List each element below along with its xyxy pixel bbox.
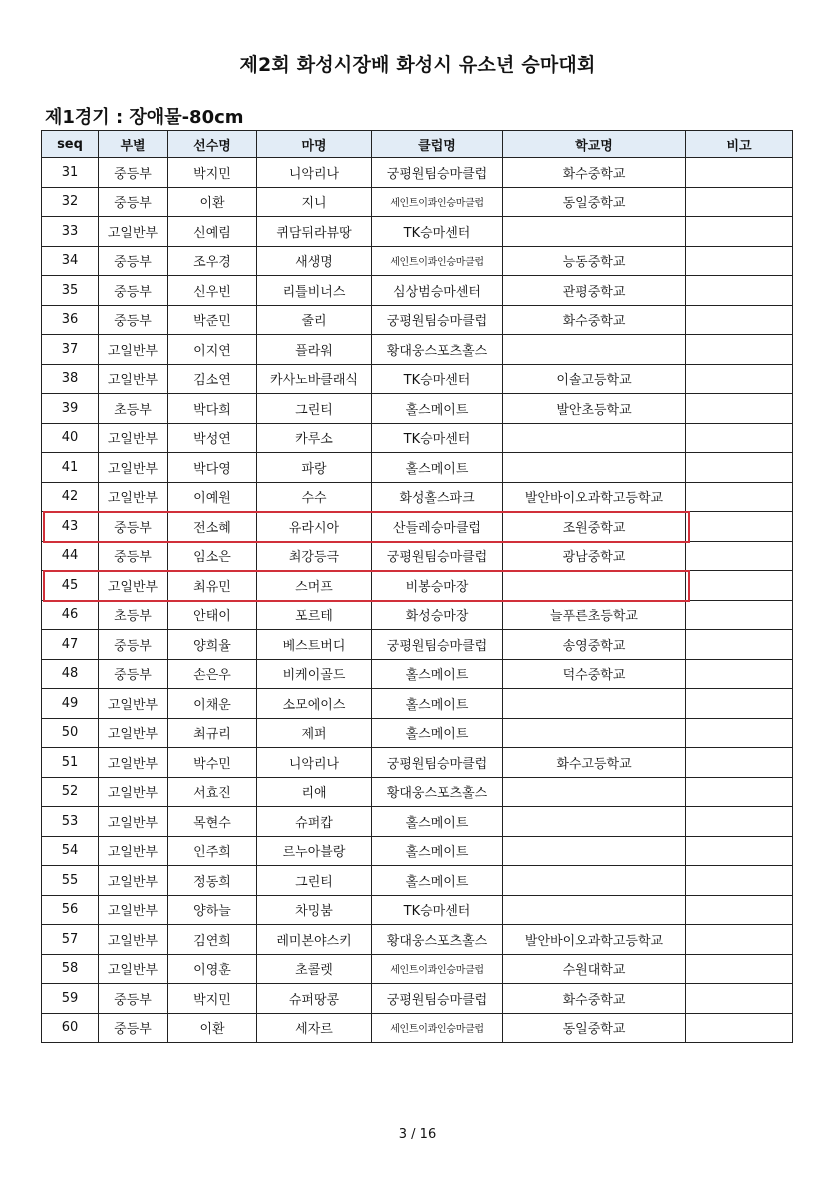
cell-horse: 슈퍼땅콩 bbox=[257, 984, 372, 1014]
cell-division: 고일반부 bbox=[99, 217, 168, 247]
cell-rider: 박성연 bbox=[168, 423, 257, 453]
table-row bbox=[42, 777, 793, 807]
cell-horse: 슈퍼캅 bbox=[257, 807, 372, 837]
cell-note bbox=[686, 394, 793, 424]
cell-club: TK승마센터 bbox=[372, 364, 503, 394]
cell-club: 홀스메이트 bbox=[372, 866, 503, 896]
cell-note bbox=[686, 925, 793, 955]
cell-school: 능동중학교 bbox=[503, 246, 686, 276]
cell-club: 궁평원팀승마클럽 bbox=[372, 541, 503, 571]
cell-note bbox=[686, 777, 793, 807]
cell-note bbox=[686, 217, 793, 247]
cell-rider: 안태이 bbox=[168, 600, 257, 630]
cell-school: 발안바이오과학고등학교 bbox=[503, 482, 686, 512]
table-row bbox=[42, 689, 793, 719]
cell-seq: 54 bbox=[42, 836, 99, 866]
cell-division: 고일반부 bbox=[99, 335, 168, 365]
table-row bbox=[42, 630, 793, 660]
cell-horse: 레미본야스키 bbox=[257, 925, 372, 955]
cell-division: 중등부 bbox=[99, 246, 168, 276]
cell-note bbox=[686, 866, 793, 896]
cell-horse: 차밍붐 bbox=[257, 895, 372, 925]
cell-division: 중등부 bbox=[99, 158, 168, 188]
cell-horse: 그린티 bbox=[257, 866, 372, 896]
table-row bbox=[42, 954, 793, 984]
table-row bbox=[42, 571, 793, 601]
cell-rider: 인주희 bbox=[168, 836, 257, 866]
cell-division: 고일반부 bbox=[99, 807, 168, 837]
cell-division: 고일반부 bbox=[99, 364, 168, 394]
column-header-club: 클럽명 bbox=[372, 131, 503, 158]
cell-note bbox=[686, 836, 793, 866]
cell-horse: 리애 bbox=[257, 777, 372, 807]
cell-division: 중등부 bbox=[99, 187, 168, 217]
cell-seq: 39 bbox=[42, 394, 99, 424]
table-row bbox=[42, 600, 793, 630]
table-row bbox=[42, 866, 793, 896]
cell-horse: 르누아블랑 bbox=[257, 836, 372, 866]
cell-club: 홀스메이트 bbox=[372, 718, 503, 748]
cell-school: 동일중학교 bbox=[503, 187, 686, 217]
cell-school bbox=[503, 718, 686, 748]
cell-seq: 47 bbox=[42, 630, 99, 660]
cell-division: 고일반부 bbox=[99, 836, 168, 866]
table-row bbox=[42, 364, 793, 394]
cell-school bbox=[503, 895, 686, 925]
cell-note bbox=[686, 541, 793, 571]
table-row bbox=[42, 394, 793, 424]
cell-division: 중등부 bbox=[99, 659, 168, 689]
cell-rider: 박준민 bbox=[168, 305, 257, 335]
table-row bbox=[42, 482, 793, 512]
cell-seq: 55 bbox=[42, 866, 99, 896]
cell-school bbox=[503, 866, 686, 896]
cell-school bbox=[503, 807, 686, 837]
cell-club: 홀스메이트 bbox=[372, 659, 503, 689]
cell-horse: 초콜렛 bbox=[257, 954, 372, 984]
cell-school bbox=[503, 689, 686, 719]
cell-club: 세인트이콰인승마클럽 bbox=[372, 954, 503, 984]
cell-horse: 제퍼 bbox=[257, 718, 372, 748]
cell-division: 고일반부 bbox=[99, 748, 168, 778]
cell-division: 중등부 bbox=[99, 541, 168, 571]
cell-note bbox=[686, 954, 793, 984]
cell-rider: 김연희 bbox=[168, 925, 257, 955]
cell-club: 화성승마장 bbox=[372, 600, 503, 630]
table-row bbox=[42, 423, 793, 453]
cell-rider: 손은우 bbox=[168, 659, 257, 689]
cell-note bbox=[686, 895, 793, 925]
cell-rider: 신우빈 bbox=[168, 276, 257, 306]
cell-horse: 카루소 bbox=[257, 423, 372, 453]
cell-school bbox=[503, 453, 686, 483]
cell-rider: 이지연 bbox=[168, 335, 257, 365]
cell-note bbox=[686, 1013, 793, 1043]
cell-horse: 소모에이스 bbox=[257, 689, 372, 719]
page-indicator: 3 / 16 bbox=[398, 1127, 437, 1142]
cell-note bbox=[686, 571, 793, 601]
cell-horse: 지니 bbox=[257, 187, 372, 217]
cell-seq: 44 bbox=[42, 541, 99, 571]
cell-note bbox=[686, 276, 793, 306]
cell-horse: 비케이골드 bbox=[257, 659, 372, 689]
column-header-school: 학교명 bbox=[503, 131, 686, 158]
cell-horse: 포르테 bbox=[257, 600, 372, 630]
cell-rider: 최유민 bbox=[168, 571, 257, 601]
table-row bbox=[42, 836, 793, 866]
cell-rider: 정동희 bbox=[168, 866, 257, 896]
cell-rider: 박지민 bbox=[168, 984, 257, 1014]
cell-horse: 새생명 bbox=[257, 246, 372, 276]
cell-horse: 최강등극 bbox=[257, 541, 372, 571]
cell-seq: 33 bbox=[42, 217, 99, 247]
table-row bbox=[42, 718, 793, 748]
cell-division: 고일반부 bbox=[99, 954, 168, 984]
cell-note bbox=[686, 482, 793, 512]
cell-school bbox=[503, 335, 686, 365]
cell-rider: 신예림 bbox=[168, 217, 257, 247]
cell-club: 궁평원팀승마클럽 bbox=[372, 305, 503, 335]
column-header-horse: 마명 bbox=[257, 131, 372, 158]
cell-club: TK승마센터 bbox=[372, 423, 503, 453]
cell-division: 중등부 bbox=[99, 630, 168, 660]
cell-seq: 56 bbox=[42, 895, 99, 925]
table-row bbox=[42, 541, 793, 571]
cell-horse: 니악리나 bbox=[257, 158, 372, 188]
table-row bbox=[42, 512, 793, 542]
cell-division: 초등부 bbox=[99, 600, 168, 630]
cell-club: 세인트이콰인승마클럽 bbox=[372, 246, 503, 276]
cell-division: 중등부 bbox=[99, 512, 168, 542]
cell-seq: 46 bbox=[42, 600, 99, 630]
table-row bbox=[42, 246, 793, 276]
cell-note bbox=[686, 335, 793, 365]
cell-note bbox=[686, 600, 793, 630]
cell-school: 화수중학교 bbox=[503, 305, 686, 335]
cell-division: 중등부 bbox=[99, 276, 168, 306]
table-row bbox=[42, 217, 793, 247]
cell-note bbox=[686, 630, 793, 660]
cell-club: 홀스메이트 bbox=[372, 394, 503, 424]
cell-seq: 40 bbox=[42, 423, 99, 453]
cell-school: 발안바이오과학고등학교 bbox=[503, 925, 686, 955]
column-header-note: 비고 bbox=[686, 131, 793, 158]
table-row bbox=[42, 659, 793, 689]
cell-note bbox=[686, 305, 793, 335]
cell-seq: 37 bbox=[42, 335, 99, 365]
cell-division: 고일반부 bbox=[99, 718, 168, 748]
cell-rider: 박지민 bbox=[168, 158, 257, 188]
cell-school: 송영중학교 bbox=[503, 630, 686, 660]
cell-school: 화수고등학교 bbox=[503, 748, 686, 778]
cell-horse: 카사노바클래식 bbox=[257, 364, 372, 394]
cell-note bbox=[686, 187, 793, 217]
cell-school: 발안초등학교 bbox=[503, 394, 686, 424]
cell-division: 초등부 bbox=[99, 394, 168, 424]
cell-note bbox=[686, 689, 793, 719]
cell-horse: 베스트버디 bbox=[257, 630, 372, 660]
cell-club: TK승마센터 bbox=[372, 895, 503, 925]
cell-rider: 이환 bbox=[168, 187, 257, 217]
cell-note bbox=[686, 984, 793, 1014]
cell-note bbox=[686, 807, 793, 837]
cell-note bbox=[686, 423, 793, 453]
cell-rider: 양하늘 bbox=[168, 895, 257, 925]
cell-horse: 파랑 bbox=[257, 453, 372, 483]
cell-note bbox=[686, 364, 793, 394]
table-row bbox=[42, 453, 793, 483]
cell-division: 고일반부 bbox=[99, 777, 168, 807]
cell-school: 이솔고등학교 bbox=[503, 364, 686, 394]
cell-division: 고일반부 bbox=[99, 571, 168, 601]
cell-horse: 니악리나 bbox=[257, 748, 372, 778]
cell-school bbox=[503, 423, 686, 453]
cell-club: 황대웅스포츠홀스 bbox=[372, 335, 503, 365]
cell-rider: 서효진 bbox=[168, 777, 257, 807]
cell-division: 중등부 bbox=[99, 1013, 168, 1043]
cell-division: 고일반부 bbox=[99, 866, 168, 896]
cell-note bbox=[686, 246, 793, 276]
column-header-division: 부별 bbox=[99, 131, 168, 158]
cell-seq: 43 bbox=[42, 512, 99, 542]
section-title: 제1경기 : 장애물-80cm bbox=[45, 107, 244, 128]
cell-rider: 박다희 bbox=[168, 394, 257, 424]
cell-seq: 34 bbox=[42, 246, 99, 276]
cell-horse: 수수 bbox=[257, 482, 372, 512]
cell-horse: 플라워 bbox=[257, 335, 372, 365]
cell-seq: 53 bbox=[42, 807, 99, 837]
cell-note bbox=[686, 659, 793, 689]
cell-school bbox=[503, 217, 686, 247]
cell-seq: 57 bbox=[42, 925, 99, 955]
cell-school bbox=[503, 836, 686, 866]
cell-division: 고일반부 bbox=[99, 453, 168, 483]
cell-school: 덕수중학교 bbox=[503, 659, 686, 689]
cell-seq: 45 bbox=[42, 571, 99, 601]
cell-school: 화수중학교 bbox=[503, 158, 686, 188]
cell-club: 궁평원팀승마클럽 bbox=[372, 984, 503, 1014]
cell-school: 화수중학교 bbox=[503, 984, 686, 1014]
cell-rider: 박다영 bbox=[168, 453, 257, 483]
cell-seq: 38 bbox=[42, 364, 99, 394]
column-header-seq: seq bbox=[42, 131, 99, 158]
cell-club: TK승마센터 bbox=[372, 217, 503, 247]
cell-club: 홀스메이트 bbox=[372, 453, 503, 483]
cell-club: 궁평원팀승마클럽 bbox=[372, 158, 503, 188]
table-row bbox=[42, 1013, 793, 1043]
cell-club: 세인트이콰인승마클럽 bbox=[372, 1013, 503, 1043]
cell-club: 황대웅스포츠홀스 bbox=[372, 925, 503, 955]
cell-club: 궁평원팀승마클럽 bbox=[372, 630, 503, 660]
cell-school: 광남중학교 bbox=[503, 541, 686, 571]
cell-rider: 이예원 bbox=[168, 482, 257, 512]
cell-school: 조원중학교 bbox=[503, 512, 686, 542]
cell-rider: 조우경 bbox=[168, 246, 257, 276]
cell-club: 화성홀스파크 bbox=[372, 482, 503, 512]
cell-seq: 58 bbox=[42, 954, 99, 984]
cell-horse: 세자르 bbox=[257, 1013, 372, 1043]
cell-rider: 전소혜 bbox=[168, 512, 257, 542]
cell-rider: 최규리 bbox=[168, 718, 257, 748]
cell-club: 황대웅스포츠홀스 bbox=[372, 777, 503, 807]
cell-horse: 그린티 bbox=[257, 394, 372, 424]
cell-note bbox=[686, 718, 793, 748]
cell-seq: 60 bbox=[42, 1013, 99, 1043]
column-header-rider: 선수명 bbox=[168, 131, 257, 158]
cell-horse: 리틀비너스 bbox=[257, 276, 372, 306]
cell-seq: 42 bbox=[42, 482, 99, 512]
cell-rider: 임소은 bbox=[168, 541, 257, 571]
cell-club: 심상범승마센터 bbox=[372, 276, 503, 306]
cell-division: 중등부 bbox=[99, 984, 168, 1014]
cell-club: 홀스메이트 bbox=[372, 689, 503, 719]
table-row bbox=[42, 748, 793, 778]
cell-seq: 35 bbox=[42, 276, 99, 306]
cell-school bbox=[503, 777, 686, 807]
cell-school bbox=[503, 571, 686, 601]
cell-division: 고일반부 bbox=[99, 482, 168, 512]
cell-school: 늘푸른초등학교 bbox=[503, 600, 686, 630]
cell-seq: 49 bbox=[42, 689, 99, 719]
cell-seq: 59 bbox=[42, 984, 99, 1014]
cell-note bbox=[686, 453, 793, 483]
cell-school: 수원대학교 bbox=[503, 954, 686, 984]
roster-body bbox=[42, 158, 793, 1043]
cell-rider: 양희율 bbox=[168, 630, 257, 660]
cell-horse: 퀴담뒤라뷰땅 bbox=[257, 217, 372, 247]
cell-seq: 32 bbox=[42, 187, 99, 217]
table-row bbox=[42, 276, 793, 306]
cell-rider: 박수민 bbox=[168, 748, 257, 778]
cell-rider: 목현수 bbox=[168, 807, 257, 837]
cell-note bbox=[686, 158, 793, 188]
cell-horse: 스머프 bbox=[257, 571, 372, 601]
cell-school: 동일중학교 bbox=[503, 1013, 686, 1043]
cell-club: 홀스메이트 bbox=[372, 836, 503, 866]
cell-note bbox=[686, 512, 793, 542]
table-row bbox=[42, 895, 793, 925]
cell-rider: 이영훈 bbox=[168, 954, 257, 984]
cell-club: 비봉승마장 bbox=[372, 571, 503, 601]
table-row bbox=[42, 305, 793, 335]
cell-division: 중등부 bbox=[99, 305, 168, 335]
cell-division: 고일반부 bbox=[99, 895, 168, 925]
table-row bbox=[42, 984, 793, 1014]
cell-seq: 41 bbox=[42, 453, 99, 483]
cell-club: 궁평원팀승마클럽 bbox=[372, 748, 503, 778]
cell-seq: 31 bbox=[42, 158, 99, 188]
cell-horse: 유라시아 bbox=[257, 512, 372, 542]
cell-rider: 이환 bbox=[168, 1013, 257, 1043]
cell-seq: 36 bbox=[42, 305, 99, 335]
cell-seq: 52 bbox=[42, 777, 99, 807]
cell-seq: 48 bbox=[42, 659, 99, 689]
cell-division: 고일반부 bbox=[99, 925, 168, 955]
roster-table bbox=[41, 130, 793, 1043]
cell-rider: 김소연 bbox=[168, 364, 257, 394]
table-row bbox=[42, 925, 793, 955]
cell-division: 고일반부 bbox=[99, 423, 168, 453]
cell-school: 관평중학교 bbox=[503, 276, 686, 306]
cell-note bbox=[686, 748, 793, 778]
document-title: 제2회 화성시장배 화성시 유소년 승마대회 bbox=[239, 54, 596, 76]
cell-club: 홀스메이트 bbox=[372, 807, 503, 837]
table-row bbox=[42, 807, 793, 837]
cell-seq: 50 bbox=[42, 718, 99, 748]
table-row bbox=[42, 187, 793, 217]
table-row bbox=[42, 158, 793, 188]
cell-horse: 줄리 bbox=[257, 305, 372, 335]
table-header-row bbox=[42, 131, 793, 158]
table-row bbox=[42, 335, 793, 365]
cell-club: 산들레승마클럽 bbox=[372, 512, 503, 542]
cell-club: 세인트이콰인승마클럽 bbox=[372, 187, 503, 217]
cell-division: 고일반부 bbox=[99, 689, 168, 719]
cell-seq: 51 bbox=[42, 748, 99, 778]
cell-rider: 이채운 bbox=[168, 689, 257, 719]
